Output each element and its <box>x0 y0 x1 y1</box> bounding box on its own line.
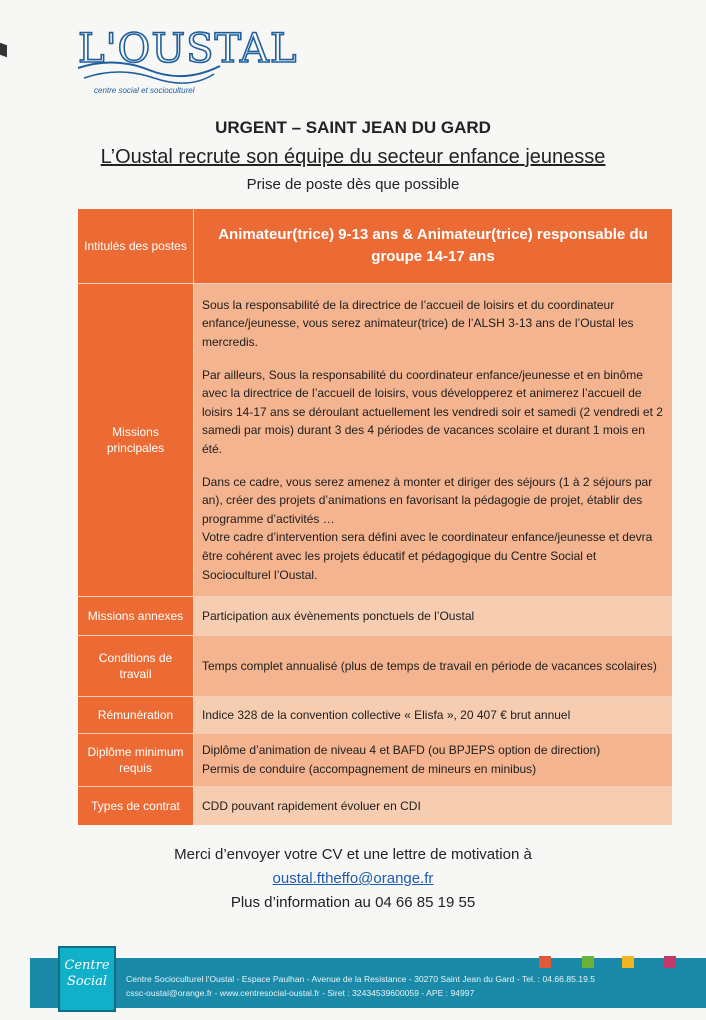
row-content <box>194 697 672 733</box>
page-subtitle: Prise de poste dès que possible <box>246 176 460 193</box>
job-table <box>78 209 672 825</box>
red-square <box>539 956 551 968</box>
contact-line: Merci d’envoyer votre CV et une lettre de motivation à <box>174 846 532 863</box>
row-label: Rémunération <box>78 697 194 733</box>
table-row <box>78 697 672 734</box>
yellow-square <box>622 956 634 968</box>
row-text: Diplôme d’animation de niveau 4 et BAFD (ou BPJEPS option de direction) <box>202 743 601 758</box>
row-content <box>194 597 672 635</box>
row-content <box>194 787 672 825</box>
row-content <box>194 284 672 596</box>
paragraph: Sous la responsabilité de la directrice de l’accueil de loisirs et du coordinateur enfance/jeunesse, vous serez animateur(trice) de l’ALSH 3-13 ans de l’Oustal les mercredis. <box>202 297 634 350</box>
table-row <box>78 284 672 597</box>
row-text: Participation aux évènements ponctuels de l’Oustal <box>202 608 475 623</box>
row-text: Temps complet annualisé (plus de temps de travail en période de vacances scolaires) <box>202 658 657 673</box>
footer-contact: cssc-oustal@orange.fr - www.centresocial-oustal.fr - Siret : 32434539600059 - APE : 94997 <box>126 988 475 998</box>
table-row <box>78 636 672 697</box>
row-label: Missions annexes <box>78 597 194 635</box>
page-title: L’Oustal recrute son équipe du secteur enfance jeunesse <box>100 146 606 168</box>
table-row <box>78 787 672 825</box>
urgent-heading: URGENT – SAINT JEAN DU GARD <box>215 118 491 137</box>
row-content <box>194 734 672 786</box>
row-label: Intitulés des postes <box>78 209 194 283</box>
paragraph: Dans ce cadre, vous serez amenez à monter et diriger des séjours (1 à 2 séjours par an), créer des projets d’animations en favorisant la pédagogie de projet, établir des programme d’activités … <box>202 474 653 526</box>
table-row <box>78 209 672 284</box>
row-content <box>194 636 672 696</box>
paragraph: Par ailleurs, Sous la responsabilité du coordinateur enfance/jeunesse et en binôme avec la directrice de l’accueil de loisirs, vous développerez et animerez l’accueil de loisirs 14-17 ans se déroulant actuellement les vendredi soir et samedi (2 vendredi et 2 samedi par mois) durant 3 des 4 périodes de vacances scolaire et durant 1 mois en été. <box>202 367 663 456</box>
row-label: Diplôme minimum requis <box>78 734 194 786</box>
centre-social-logo: Centre Social <box>58 946 116 1012</box>
footer-address: Centre Socioculturel l'Oustal - Espace Paulhan - Avenue de la Resistance - 30270 Saint Jean du Gard - Tel. : 04.66.85.19.5 <box>126 974 596 984</box>
row-label: Missions principales <box>78 284 194 596</box>
contact-email-link[interactable]: oustal.ftheffo@orange.fr <box>272 870 434 887</box>
logo-subtitle: centre social et socioculturel <box>94 86 195 95</box>
row-text: Permis de conduire (accompagnement de mineurs en minibus) <box>202 762 537 776</box>
job-titles: Animateur(trice) 9-13 ans & Animateur(trice) responsable du groupe 14-17 ans <box>218 226 648 265</box>
row-label: Conditions de travail <box>78 636 194 696</box>
row-text: CDD pouvant rapidement évoluer en CDI <box>202 798 421 813</box>
row-content <box>194 209 672 283</box>
table-row <box>78 597 672 636</box>
table-row <box>78 734 672 787</box>
scan-mark <box>0 43 7 58</box>
oustal-logo <box>74 16 298 106</box>
paragraph: Votre cadre d’intervention sera défini avec le coordinateur enfance/jeunesse et devra être cohérent avec les projets éducatif et pédagogique du Centre Social et Socioculturel l’Oustal. <box>202 530 653 582</box>
row-text: Indice 328 de la convention collective « Elisfa », 20 407 € brut annuel <box>202 707 571 722</box>
green-square <box>582 956 594 968</box>
svg-text:L'OUSTAL: L'OUSTAL <box>78 26 298 72</box>
pink-square <box>664 956 676 968</box>
row-label: Types de contrat <box>78 787 194 825</box>
contact-phone: Plus d’information au 04 66 85 19 55 <box>230 894 476 911</box>
